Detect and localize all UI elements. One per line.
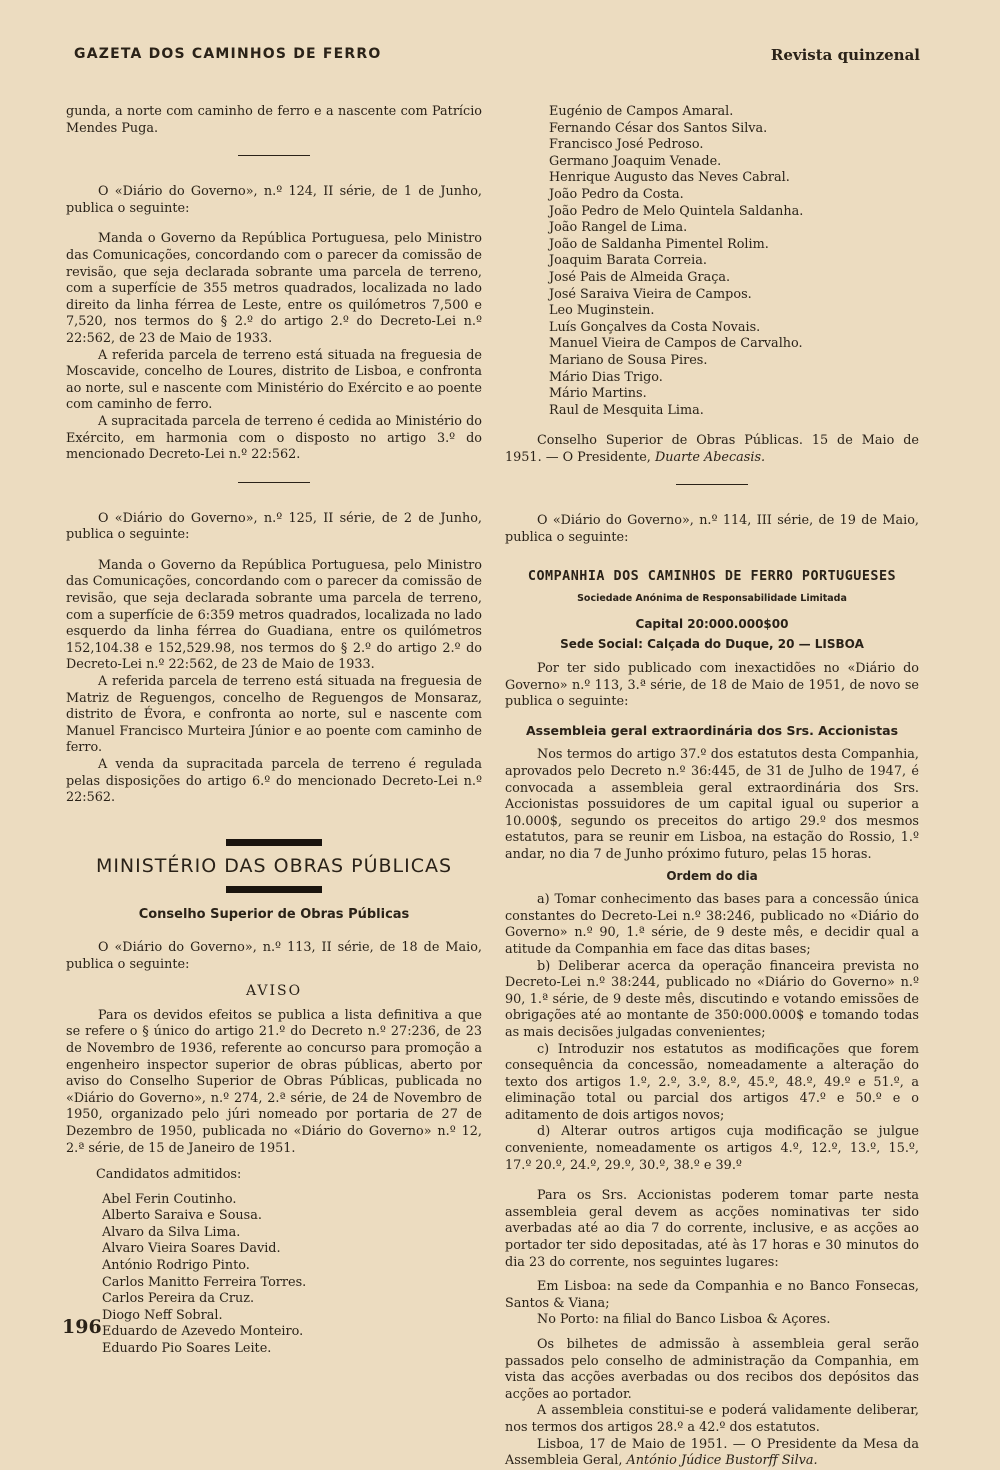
list-item: Alberto Saraiva e Sousa. — [102, 1208, 262, 1224]
list-item: Alvaro Vieira Soares David. — [102, 1241, 281, 1257]
left-column — [66, 104, 482, 1358]
list-item: Carlos Pereira da Cruz. — [102, 1291, 255, 1307]
list-item: Mário Dias Trigo. — [549, 369, 663, 385]
paragraph: Para os Srs. Accionistas poderem tomar parte nesta assembleia geral devem as acções nominativas ter sido averbadas até ao dia 7 do corrente, inclusive, e as acções ao portador ter sido depositadas, até às 17 horas e 30 minutos do dia 23 do corrente, nos seguintes lugares: — [505, 1188, 919, 1270]
candidates-heading: Candidatos admitidos: — [96, 1167, 242, 1183]
paragraph: Em Lisboa: na sede da Companhia e no Banco Fonsecas, Santos & Viana; — [505, 1279, 919, 1311]
paragraph: A venda da supracitada parcela de terreno é regulada pelas disposições do artigo 6.º do mencionado Decreto-Lei n.º 22:562. — [66, 757, 482, 806]
list-item: João Rangel de Lima. — [549, 220, 688, 236]
list-item: Manuel Vieira de Campos de Carvalho. — [549, 336, 803, 352]
signatory-name: António Júdice Bustorff Silva. — [626, 1453, 818, 1469]
publication-frequency: Revista quinzenal — [770, 46, 920, 64]
candidates-list-continued — [549, 104, 919, 419]
decorative-bar — [226, 839, 322, 846]
list-item: Carlos Manitto Ferreira Torres. — [102, 1274, 307, 1290]
list-item: Mariano de Sousa Pires. — [549, 352, 708, 368]
right-column — [505, 104, 919, 1470]
list-item: Fernando César dos Santos Silva. — [549, 120, 768, 136]
list-item: José Pais de Almeida Graça. — [549, 269, 731, 285]
paragraph: A referida parcela de terreno está situada na freguesia de Matriz de Reguengos, concelho de Reguengos de Monsaraz, distrito de Évora, e confronta ao norte, sul e nascente com Manuel Francisco Murteira Júnior e ao poente com caminho de ferro. — [66, 674, 482, 756]
list-item: Eduardo Pio Soares Leite. — [102, 1341, 272, 1357]
list-item: João Pedro de Melo Quintela Saldanha. — [549, 203, 804, 219]
list-item: Eduardo de Azevedo Monteiro. — [102, 1324, 304, 1340]
paragraph: No Porto: na filial do Banco Lisboa & Açores. — [537, 1312, 831, 1328]
company-address: Sede Social: Calçada do Duque, 20 — LISBOA — [560, 637, 864, 652]
list-item: Diogo Neff Sobral. — [102, 1307, 223, 1323]
candidates-list — [102, 1192, 482, 1358]
list-item: Leo Muginstein. — [549, 303, 655, 319]
aviso-heading: AVISO — [245, 983, 303, 1000]
paragraph: A assembleia constitui-se e poderá validamente deliberar, nos termos dos artigos 28.º a 42.º dos estatutos. — [505, 1403, 919, 1435]
notice-intro: O «Diário do Governo», n.º 125, II série, de 2 de Junho, publica o seguinte: — [66, 510, 482, 543]
company-subtitle: Sociedade Anónima de Responsabilidade Limitada — [577, 593, 847, 605]
agenda-item: d) Alterar outros artigos cuja modificação se julgue conveniente, nomeadamente os artigos 4.º, 12.º, 13.º, 15.º, 17.º 20.º, 24.º, 29.º, 30.º, 38.º e 39.º — [505, 1124, 919, 1173]
council-heading: Conselho Superior de Obras Públicas — [138, 907, 410, 923]
separator-rule — [676, 484, 748, 485]
signatory-name: Duarte Abecasis. — [654, 449, 766, 465]
list-item: Raul de Mesquita Lima. — [549, 402, 704, 418]
list-item: Joaquim Barata Correia. — [549, 253, 707, 269]
list-item: Eugénio de Campos Amaral. — [549, 104, 734, 119]
paragraph: Por ter sido publicado com inexactidões no «Diário do Governo» n.º 113, 3.ª série, de 18 de Maio de 1951, de novo se publica o seguinte: — [505, 661, 919, 710]
paragraph: Para os devidos efeitos se publica a lista definitiva a que se refere o § único do artigo 21.º do Decreto n.º 27:236, de 23 de Novembro de 1936, referente ao concurso para promoção a engenheiro inspector superior de obras públicas, aberto por aviso do Conselho Superior de Obras Públicas, publicada no «Diário do Governo», n.º 274, 2.ª série, de 24 de Novembro de 1950, organizado pelo júri nomeado por portaria de 27 de Dezembro de 1950, publicada no «Diário do Governo» n.º 12, 2.ª série, de 15 de Janeiro de 1951. — [66, 1007, 482, 1156]
notice-intro: O «Diário do Governo», n.º 114, III série, de 19 de Maio, publica o seguinte: — [505, 513, 919, 546]
company-heading: COMPANHIA DOS CAMINHOS DE FERRO PORTUGUESES — [527, 568, 897, 584]
paragraph: Manda o Governo da República Portuguesa, pelo Ministro das Comunicações, concordando com o parecer da comissão de revisão, que seja declarada sobrante uma parcela de terreno, com a superfície de 6:359 metros quadrados, localizada no lado esquerdo da linha férrea do Guadiana, entre os quilómetros 152,104.38 e 152,529.98, nos termos do § 2.º do artigo 2.º do Decreto-Lei n.º 22:562, de 23 de Maio de 1933. — [66, 557, 482, 673]
agenda-heading: Ordem do dia — [666, 868, 758, 883]
list-item: Abel Ferin Coutinho. — [102, 1191, 237, 1207]
list-item: Mário Martins. — [549, 386, 647, 402]
list-item: Germano Joaquim Venade. — [549, 153, 722, 169]
paragraph: A supracitada parcela de terreno é cedida ao Ministério do Exército, em harmonia com o disposto no artigo 3.º do mencionado Decreto-Lei n.º 22:562. — [66, 413, 482, 463]
list-item: Henrique Augusto das Neves Cabral. — [549, 170, 790, 186]
list-item: Luís Gonçalves da Costa Novais. — [549, 319, 761, 335]
council-signature: Conselho Superior de Obras Públicas. 15 de Maio de 1951. — O Presidente, Duarte Abecasis. — [505, 433, 919, 465]
agenda-item: c) Introduzir nos estatutos as modificações que forem consequência da concessão, nomeadamente a alteração do texto dos artigos 1.º, 2.º, 3.º, 8.º, 45.º, 48.º, 49.º e 51.º, a eliminação total ou parcial dos artigos 47.º e 50.º e o aditamento de dois artigos novos; — [505, 1041, 919, 1123]
page-number: 196 — [62, 1316, 102, 1338]
list-item: João de Saldanha Pimentel Rolim. — [549, 236, 769, 252]
paragraph: Nos termos do artigo 37.º dos estatutos desta Companhia, aprovados pelo Decreto n.º 36:445, de 31 de Julho de 1947, é convocada a assembleia geral extraordinária dos Srs. Accionistas possuidores de um capital igual ou superior a 10.000$, segundo os preceitos do artigo 29.º dos mesmos estatutos, para se reunir em Lisboa, na estação do Rossio, 1.º andar, no dia 7 de Junho próximo futuro, pelas 15 horas. — [505, 747, 919, 862]
list-item: Francisco José Pedroso. — [549, 137, 704, 153]
list-item: José Saraiva Vieira de Campos. — [549, 286, 752, 302]
list-item: João Pedro da Costa. — [549, 186, 684, 202]
agenda-item: a) Tomar conhecimento das bases para a concessão única constantes do Decreto-Lei n.º 38:246, publicado no «Diário do Governo» n.º 90, 1.ª série, de 9 deste mês, e decidir qual a atitude da Companhia em face das ditas bases; — [505, 892, 919, 957]
separator-rule — [238, 482, 310, 483]
paragraph: A referida parcela de terreno está situada na freguesia de Moscavide, concelho de Loures, distrito de Lisboa, e confronta ao norte, sul e nascente com Ministério do Exército e ao poente com caminho de ferro. — [66, 347, 482, 413]
list-item: Alvaro da Silva Lima. — [102, 1224, 241, 1240]
decorative-bar — [226, 886, 322, 893]
paragraph: Manda o Governo da República Portuguesa, pelo Ministro das Comunicações, concordando com o parecer da comissão de revisão, que seja declarada sobrante uma parcela de terreno, com a superfície de 355 metros quadrados, localizada no lado direito da linha férrea de Leste, entre os quilómetros 7,500 e 7,520, nos termos do § 2.º do artigo 2.º do Decreto-Lei n.º 22:562, de 23 de Maio de 1933. — [66, 231, 482, 346]
notice-intro: O «Diário do Governo», n.º 113, II série, de 18 de Maio, publica o seguinte: — [66, 939, 482, 972]
separator-rule — [238, 155, 310, 156]
paragraph: gunda, a norte com caminho de ferro e a nascente com Patrício Mendes Puga. — [66, 104, 482, 136]
publication-title: GAZETA DOS CAMINHOS DE FERRO — [74, 46, 382, 62]
paragraph: Os bilhetes de admissão à assembleia geral serão passados pelo conselho de administração da Companhia, em vista das acções averbadas ou dos recibos dos depósitos das acções ao portador. — [505, 1337, 919, 1402]
final-signature: Lisboa, 17 de Maio de 1951. — O Presidente da Mesa da Assembleia Geral, António Júdice Bustorff Silva. — [505, 1436, 919, 1469]
list-item: António Rodrigo Pinto. — [102, 1258, 250, 1274]
notice-intro: O «Diário do Governo», n.º 124, II série, de 1 de Junho, publica o seguinte: — [66, 184, 482, 216]
company-capital: Capital 20:000.000$00 — [635, 616, 789, 631]
assembly-heading: Assembleia geral extraordinária dos Srs. Accionistas — [525, 722, 899, 738]
ministry-heading: MINISTÉRIO DAS OBRAS PÚBLICAS — [95, 854, 453, 877]
agenda-item: b) Deliberar acerca da operação financeira prevista no Decreto-Lei n.º 38:244, publicado no «Diário do Governo» n.º 90, 1.ª série, de 9 deste mês, discutindo e votando emissões de obrigações até ao montante de 350:000.000$ e tomando todas as mais decisões julgadas convenientes; — [505, 958, 919, 1040]
